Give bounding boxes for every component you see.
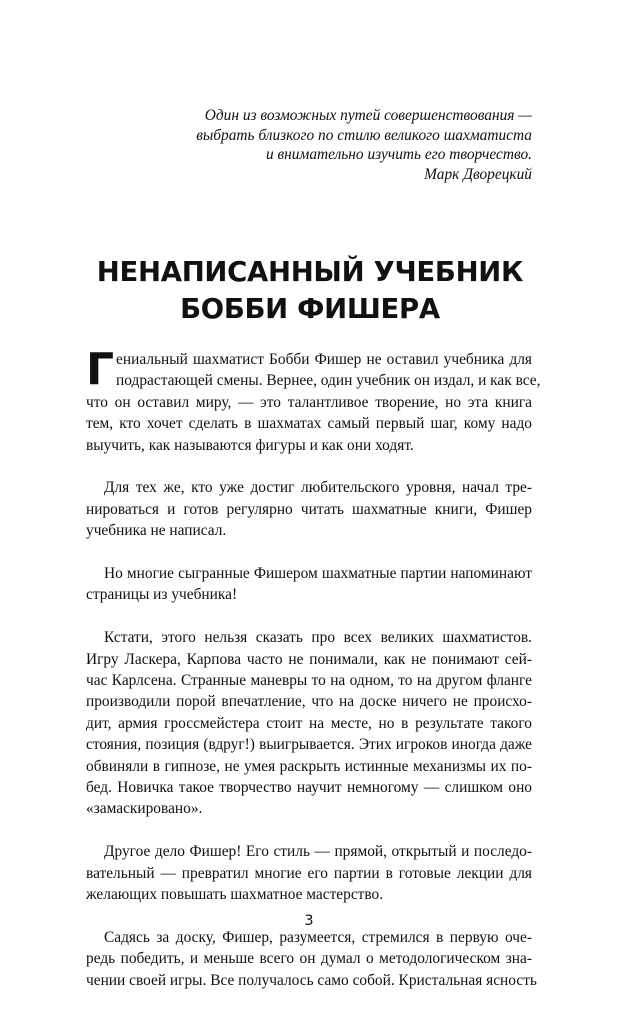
chapter-title	[60, 254, 560, 328]
text-line: Для тех же, кто уже достиг любительского уровня, начал тре-	[104, 479, 532, 497]
chapter-title-line-1: НЕНАПИСАННЫЙ УЧЕБНИК	[96, 256, 524, 288]
paragraph	[86, 344, 541, 456]
text-line: стояния, позиция (вдруг!) выигрывается. Этих игроков иногда даже	[86, 736, 532, 754]
epigraph	[112, 106, 532, 184]
text-line: что он оставил миру, — это талантливое творение, но эта книга	[86, 393, 532, 411]
text-line: час Карлсена. Странные маневры то на одном, то на другом фланге	[86, 672, 532, 690]
chapter-title-line-2: БОББИ ФИШЕРА	[180, 293, 440, 325]
text-line: бед. Новичка такое творчество научит немногому — слишком оно	[86, 779, 532, 797]
text-line: дит, армия гроссмейстера стоит на месте, но в результате такого	[86, 714, 532, 732]
epigraph-line: Один из возможных путей совершенствования —	[204, 107, 532, 124]
paragraph	[86, 927, 537, 991]
paragraph	[86, 563, 532, 606]
text-line: чении своей игры. Все получалось само собой. Кристальная ясность	[86, 971, 537, 989]
epigraph-line: выбрать близкого по стилю великого шахматиста	[196, 126, 532, 144]
text-line: «замаскировано».	[86, 800, 203, 818]
epigraph-author: Марк Дворецкий	[424, 165, 532, 183]
text-line: нироваться и готов регулярно читать шахматные книги, Фишер	[86, 500, 532, 518]
paragraph	[86, 841, 532, 905]
text-line: Садясь за доску, Фишер, разумеется, стремился в первую оче-	[104, 928, 532, 946]
text-line: редь победить, и меньше всего он думал о методологическом зна-	[86, 950, 532, 968]
text-line: желающих повышать шахматное мастерство.	[86, 886, 384, 904]
text-line: страницы из учебника!	[86, 586, 238, 604]
text-line: вательный — превратил многие его партии в готовые лекции для	[86, 864, 532, 882]
text-line: Но многие сыгранные Фишером шахматные партии напоминают	[104, 565, 532, 583]
text-line: обвиняли в гипнозе, не умея раскрыть истинные механизмы их по-	[86, 757, 532, 775]
text-line: учебника не написал.	[86, 522, 227, 540]
text-line: производили порой впечатление, что на доске ничего не происхо-	[86, 693, 532, 711]
page-number: 3	[304, 913, 314, 929]
paragraph	[86, 627, 532, 820]
text-line: выучить, как называются фигуры и как они ходят.	[86, 436, 414, 454]
text-line: Кстати, этого нельзя сказать про всех великих шахматистов.	[104, 629, 532, 647]
epigraph-line: и внимательно изучить его творчество.	[265, 146, 532, 163]
text-line: тем, кто хочет сделать в шахматах самый первый шаг, кому надо	[86, 415, 532, 433]
text-line: подрастающей смены. Вернее, один учебник он издал, и как все,	[116, 372, 541, 390]
text-line: ениальный шахматист Бобби Фишер не оставил учебника для	[116, 351, 532, 368]
drop-cap: Г	[86, 344, 115, 395]
text-line: Другое дело Фишер! Его стиль — прямой, открытый и последо-	[104, 843, 532, 861]
text-line: Игру Ласкера, Карпова часто не понимали, как не понимают сей-	[86, 650, 532, 668]
paragraph	[86, 477, 532, 541]
